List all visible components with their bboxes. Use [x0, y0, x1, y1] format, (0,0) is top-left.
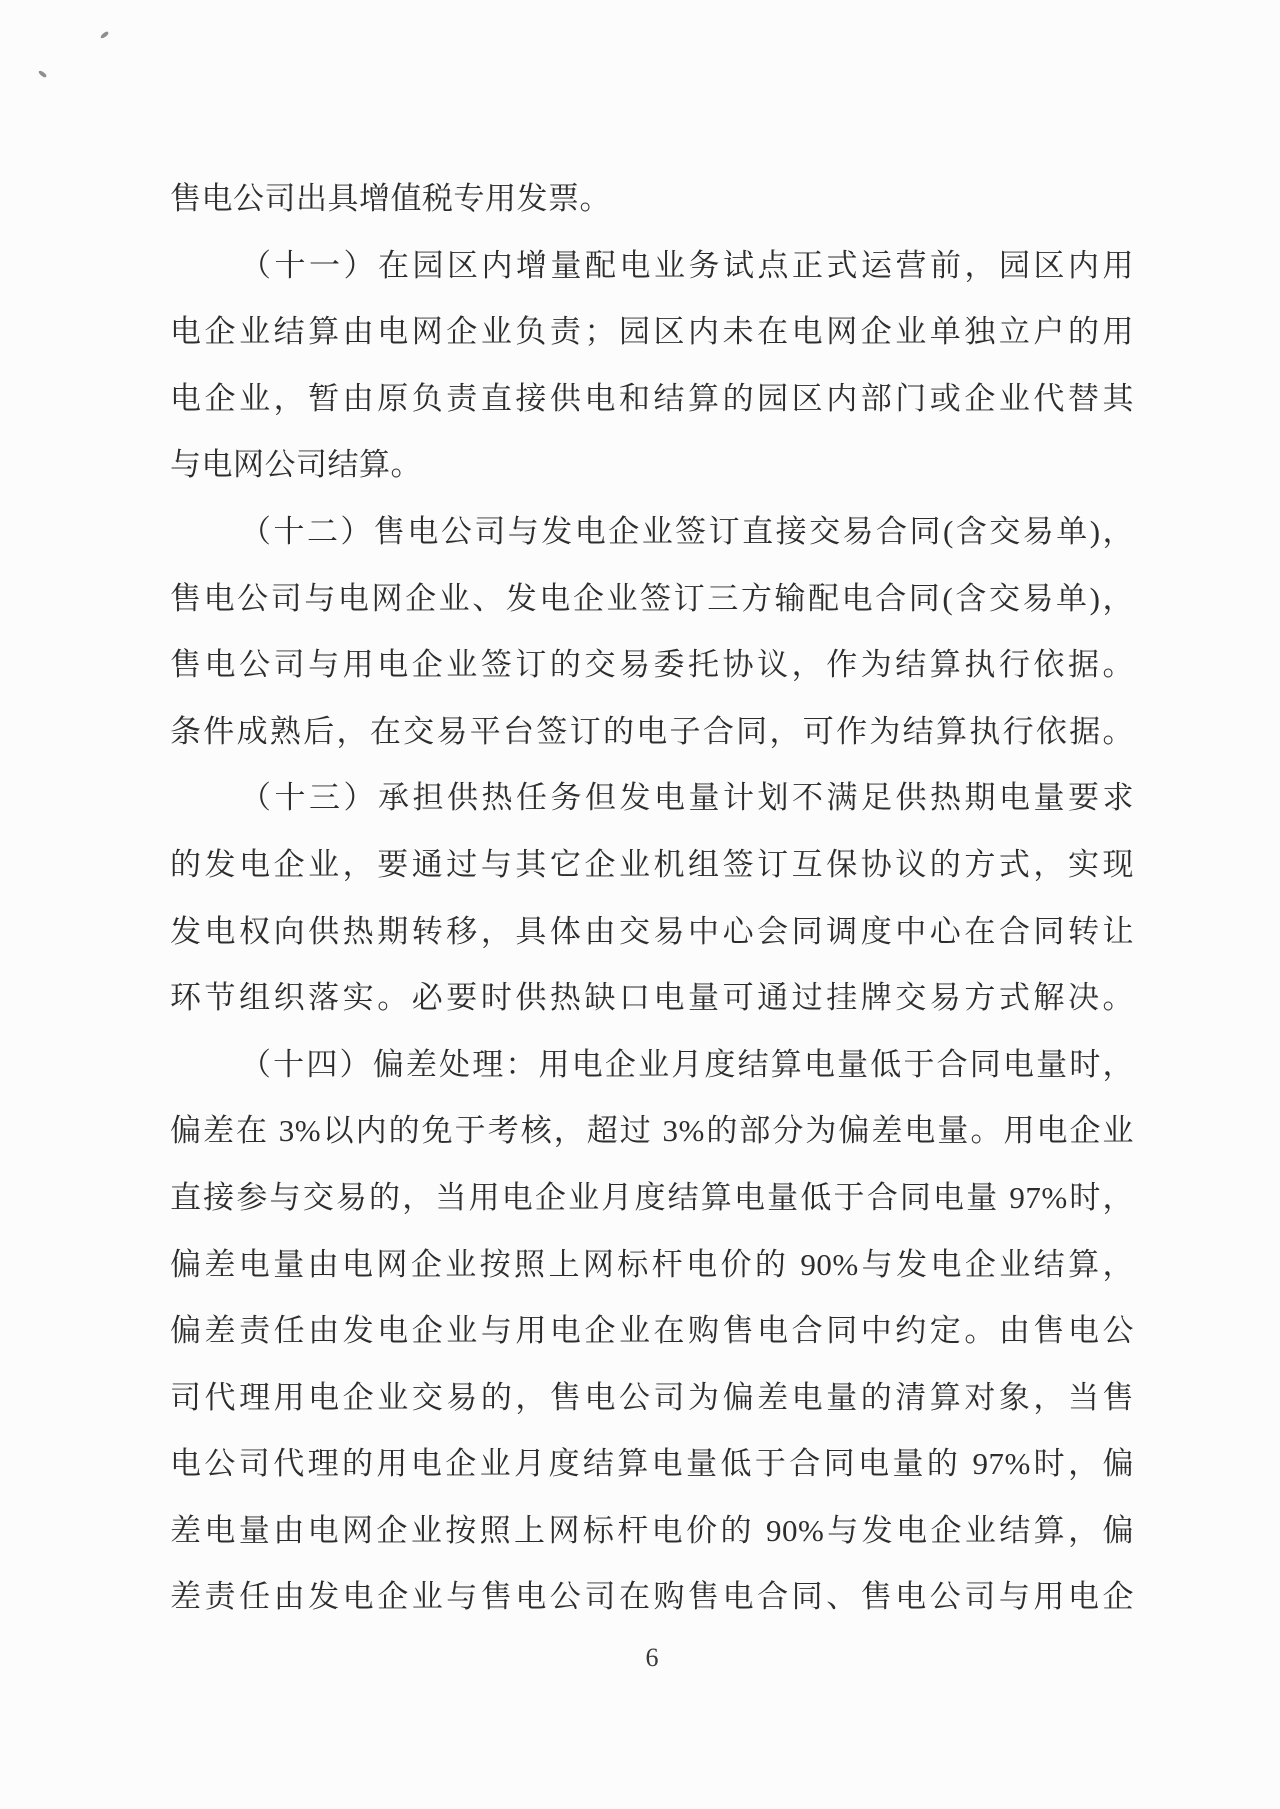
text-line: （十一）在园区内增量配电业务试点正式运营前，园区内用 [240, 247, 1134, 283]
text-line: 的发电企业，要通过与其它企业机组签订互保协议的方式，实现 [170, 846, 1134, 882]
text-line: 售电公司出具增值税专用发票。 [170, 181, 611, 216]
scan-artifact-speck [38, 70, 47, 79]
text-line: 电企业，暂由原负责直接供电和结算的园区内部门或企业代替其 [170, 380, 1134, 416]
text-line: 偏差责任由发电企业与用电企业在购售电合同中约定。由售电公 [170, 1313, 1134, 1349]
text-line: 偏差在 3%以内的免于考核，超过 3%的部分为偏差电量。用电企业 [170, 1113, 1134, 1149]
text-line: （十三）承担供热任务但发电量计划不满足供热期电量要求 [240, 780, 1134, 816]
text-line: 司代理用电企业交易的，售电公司为偏差电量的清算对象，当售 [170, 1379, 1134, 1415]
text-line: 电企业结算由电网企业负责；园区内未在电网企业单独立户的用 [170, 314, 1134, 350]
text-line: 发电权向供热期转移，具体由交易中心会同调度中心在合同转让 [170, 913, 1134, 949]
text-line: 环节组织落实。必要时供热缺口电量可通过挂牌交易方式解决。 [170, 980, 1134, 1016]
text-line: 电公司代理的用电企业月度结算电量低于合同电量的 97%时，偏 [170, 1446, 1134, 1482]
text-line: 差电量由电网企业按照上网标杆电价的 90%与发电企业结算，偏 [170, 1512, 1134, 1548]
text-line: 直接参与交易的，当用电企业月度结算电量低于合同电量 97%时， [170, 1179, 1134, 1215]
page-number: 6 [645, 1643, 659, 1672]
text-line: 与电网公司结算。 [170, 447, 422, 483]
text-line: 差责任由发电企业与售电公司在购售电合同、售电公司与用电企 [170, 1579, 1134, 1615]
scan-artifact-speck [100, 31, 110, 39]
text-line: （十二）售电公司与发电企业签订直接交易合同(含交易单)， [240, 513, 1134, 549]
text-line: （十四）偏差处理：用电企业月度结算电量低于合同电量时， [240, 1046, 1134, 1082]
text-line: 条件成熟后，在交易平台签订的电子合同，可作为结算执行依据。 [170, 713, 1134, 749]
text-line: 偏差电量由电网企业按照上网标杆电价的 90%与发电企业结算， [170, 1246, 1134, 1282]
text-line: 售电公司与用电企业签订的交易委托协议，作为结算执行依据。 [170, 647, 1134, 683]
text-line: 售电公司与电网企业、发电企业签订三方输配电合同(含交易单)， [170, 580, 1134, 616]
document-text-block [170, 166, 1134, 1631]
